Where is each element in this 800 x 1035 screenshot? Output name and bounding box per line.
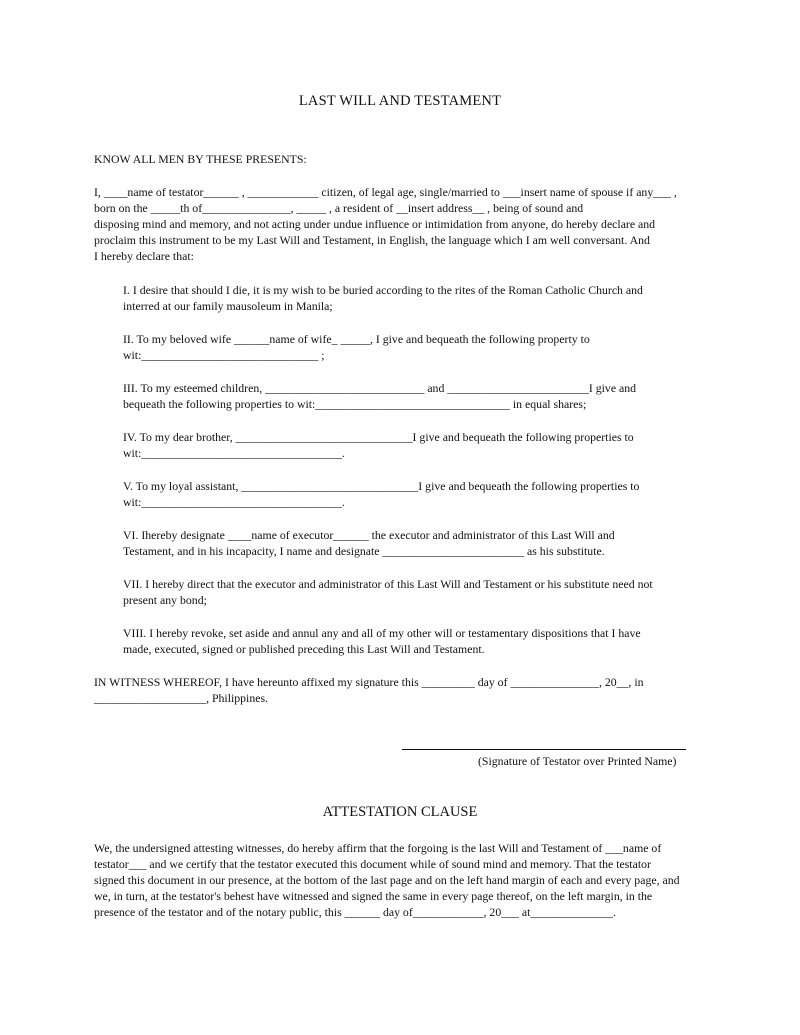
witness-line-1: IN WITNESS WHEREOF, I have hereunto affixed my signature this _________ day of _______________, 20__, in [94, 675, 644, 689]
clause-7-line-2: present any bond; [123, 593, 207, 607]
opening-line-4: proclaim this instrument to be my Last Will and Testament, in English, the language which I am well conversant. And [94, 233, 650, 247]
document-title: LAST WILL AND TESTAMENT [298, 93, 502, 109]
attestation-line-4: we, in turn, at the testator's behest have witnessed and signed the same in every page thereof, on the left margin, in the [94, 889, 653, 903]
witness-line-2: ___________________, Philippines. [94, 691, 269, 705]
clause-3-line-1: III. To my esteemed children, ___________________________ and ________________________I give and [123, 381, 637, 395]
clause-1-line-1: I. I desire that should I die, it is my wish to be buried according to the rites of the Roman Catholic Church and [123, 283, 643, 297]
clause-7-line-1: VII. I hereby direct that the executor and administrator of this Last Will and Testament or his substitute need not [123, 577, 653, 591]
clause-8-line-2: made, executed, signed or published preceding this Last Will and Testament. [123, 642, 485, 656]
clause-6-line-2: Testament, and in his incapacity, I name and designate ________________________ as his substitute. [123, 544, 605, 558]
clause-2-line-1: II. To my beloved wife ______name of wife_ _____, I give and bequeath the following property to [123, 332, 590, 346]
clause-3-line-2: bequeath the following properties to wit:_________________________________ in equal shares; [123, 397, 587, 411]
clause-6-line-1: VI. Ihereby designate ____name of executor______ the executor and administrator of this Last Will and [123, 528, 615, 542]
attestation-line-2: testator___ and we certify that the testator executed this document while of sound mind and memory. That the testator [94, 857, 651, 871]
attestation-line-5: presence of the testator and of the notary public, this ______ day of____________, 20___ at______________. [94, 905, 616, 919]
clause-8-line-1: VIII. I hereby revoke, set aside and annul any and all of my other will or testamentary dispositions that I have [123, 626, 641, 640]
clause-1-line-2: interred at our family mausoleum in Manila; [123, 299, 333, 313]
signature-line [402, 749, 686, 750]
signature-caption: (Signature of Testator over Printed Name) [478, 754, 677, 768]
intro-heading: KNOW ALL MEN BY THESE PRESENTS: [94, 152, 307, 166]
clause-2-line-2: wit:______________________________ ; [123, 348, 325, 362]
opening-line-1: I, ____name of testator______ , ____________ citizen, of legal age, single/married to ___insert name of spouse if any___ , [94, 185, 677, 199]
opening-line-5: I hereby declare that: [94, 249, 194, 263]
clause-4-line-1: IV. To my dear brother, ______________________________I give and bequeath the following properties to [123, 430, 634, 444]
clause-5-line-2: wit:__________________________________. [123, 495, 345, 509]
opening-line-3: disposing mind and memory, and not acting under undue influence or intimidation from anyone, do hereby declare and [94, 217, 656, 231]
attestation-title: ATTESTATION CLAUSE [322, 804, 478, 820]
attestation-line-1: We, the undersigned attesting witnesses, do hereby affirm that the forgoing is the last Will and Testament of ___name of [94, 841, 662, 855]
clause-4-line-2: wit:__________________________________. [123, 446, 345, 460]
attestation-line-3: signed this document in our presence, at the bottom of the last page and on the left hand margin of each and every page, and [94, 873, 680, 887]
clause-5-line-1: V. To my loyal assistant, ______________________________I give and bequeath the following properties to [123, 479, 640, 493]
opening-line-2: born on the _____th of_______________, _____ , a resident of __insert address__ , being of sound and [94, 201, 584, 215]
